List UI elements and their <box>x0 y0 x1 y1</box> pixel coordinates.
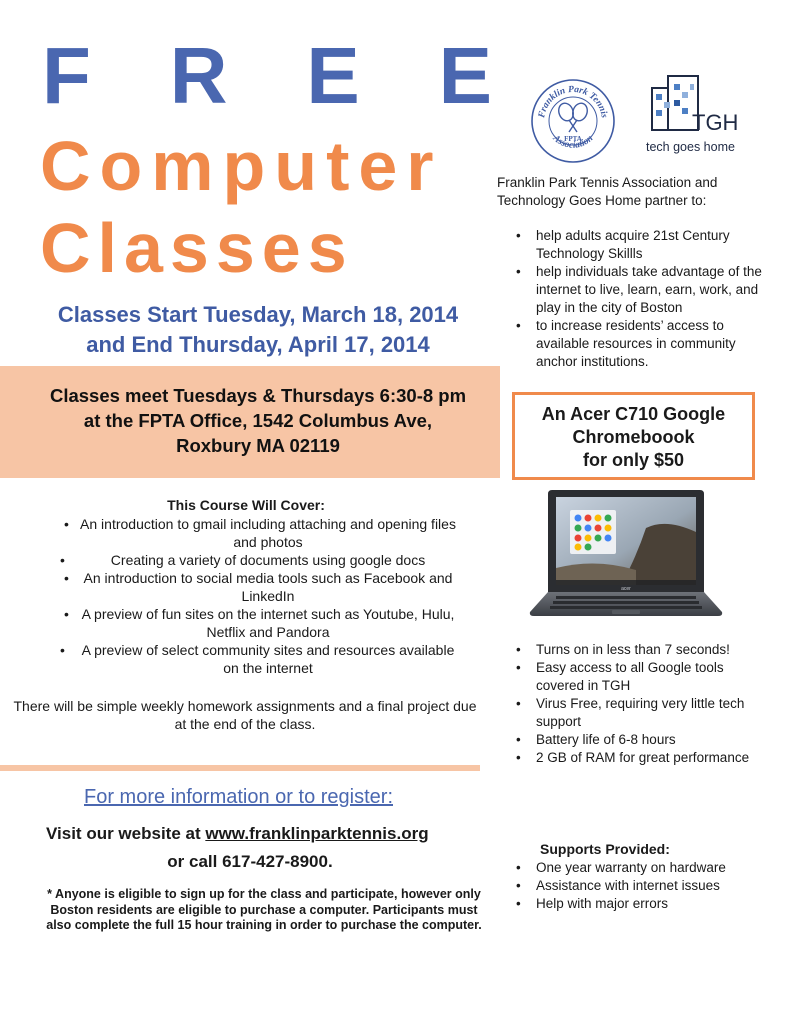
class-dates <box>18 300 498 360</box>
supports-list <box>506 859 726 913</box>
fpta-center-text: FPTA <box>564 135 582 143</box>
website-prefix: Visit our website at <box>46 824 206 843</box>
headline-classes: Classes <box>40 209 354 287</box>
website-line <box>46 824 429 844</box>
phone-line: or call 617-427-8900. <box>167 852 333 871</box>
fpta-ring-bottom: Association <box>550 133 596 151</box>
list-item: • help adults acquire 21st Century Technology Skillls <box>506 227 770 263</box>
fpta-logo <box>530 78 616 164</box>
meeting-info <box>0 383 516 458</box>
chromebook-image <box>526 488 726 620</box>
course-topics <box>52 515 472 677</box>
website-link[interactable]: www.franklinparktennis.org <box>205 824 429 843</box>
headline-free-letter: E <box>438 31 492 120</box>
end-date: and End Thursday, April 17, 2014 <box>86 332 430 357</box>
register-link[interactable]: For more information or to register: <box>84 786 393 808</box>
partner-goals <box>506 227 770 371</box>
tgh-tagline: tech goes home <box>646 140 735 154</box>
tgh-logo <box>646 74 746 158</box>
course-title: This Course Will Cover: <box>167 497 325 513</box>
list-item: • Creating a variety of documents using google docs <box>52 551 472 569</box>
list-item: • help individuals take advantage of the internet to live, learn, earn, work, and play in the city of Boston <box>506 263 770 317</box>
eligibility-note: * Anyone is eligible to sign up for the class and participate, however only Boston residents are eligible to purchase a computer. Participants must also complete the full 15 hour training in order to purchase the computer. <box>46 887 482 932</box>
headline-free-letter: F <box>42 31 91 120</box>
list-item: • Turns on in less than 7 seconds! <box>506 641 770 659</box>
chromebook-features <box>506 641 770 767</box>
list-item: • A preview of fun sites on the internet such as Youtube, Hulu, Netflix and Pandora <box>52 605 472 641</box>
offer-line: An Acer C710 Google <box>541 404 726 424</box>
headline-free-letter: E <box>306 31 360 120</box>
meeting-schedule: Classes meet Tuesdays & Thursdays 6:30-8 pm <box>49 385 467 406</box>
supports-title: Supports Provided: <box>540 841 670 857</box>
start-date: Classes Start Tuesday, March 18, 2014 <box>57 302 459 327</box>
laptop-brand: acer <box>621 586 631 592</box>
list-item: • 2 GB of RAM for great performance <box>506 749 770 767</box>
headline-free-letter: R <box>169 31 228 120</box>
chromebook-offer <box>512 392 755 480</box>
tgh-mark: TGH <box>692 110 739 135</box>
partner-intro: Franklin Park Tennis Association and Technology Goes Home partner to: <box>497 175 718 208</box>
offer-line: Chromeboook <box>572 427 695 447</box>
divider <box>0 765 480 771</box>
list-item: • to increase residents’ access to available resources in community anchor institutions. <box>506 317 770 371</box>
list-item: • Battery life of 6-8 hours <box>506 731 770 749</box>
meeting-city: Roxbury MA 02119 <box>176 435 340 456</box>
list-item: • Easy access to all Google tools covered in TGH <box>506 659 770 695</box>
list-item: • One year warranty on hardware <box>506 859 726 877</box>
meeting-location: at the FPTA Office, 1542 Columbus Ave, <box>83 410 433 431</box>
offer-price: for only $50 <box>582 450 685 470</box>
list-item: • An introduction to gmail including attaching and opening files and photos <box>52 515 472 551</box>
list-item: • Assistance with internet issues <box>506 877 726 895</box>
fpta-ring-top: Franklin Park Tennis <box>537 84 609 119</box>
homework-note: There will be simple weekly homework assignments and a final project due at the end of the class. <box>13 698 477 732</box>
headline-free <box>42 31 492 120</box>
headline-computer: Computer <box>40 127 443 205</box>
app-icons <box>570 510 616 554</box>
list-item: • A preview of select community sites and resources available on the internet <box>52 641 472 677</box>
list-item: • An introduction to social media tools such as Facebook and LinkedIn <box>52 569 472 605</box>
list-item: • Virus Free, requiring very little tech support <box>506 695 770 731</box>
list-item: • Help with major errors <box>506 895 726 913</box>
